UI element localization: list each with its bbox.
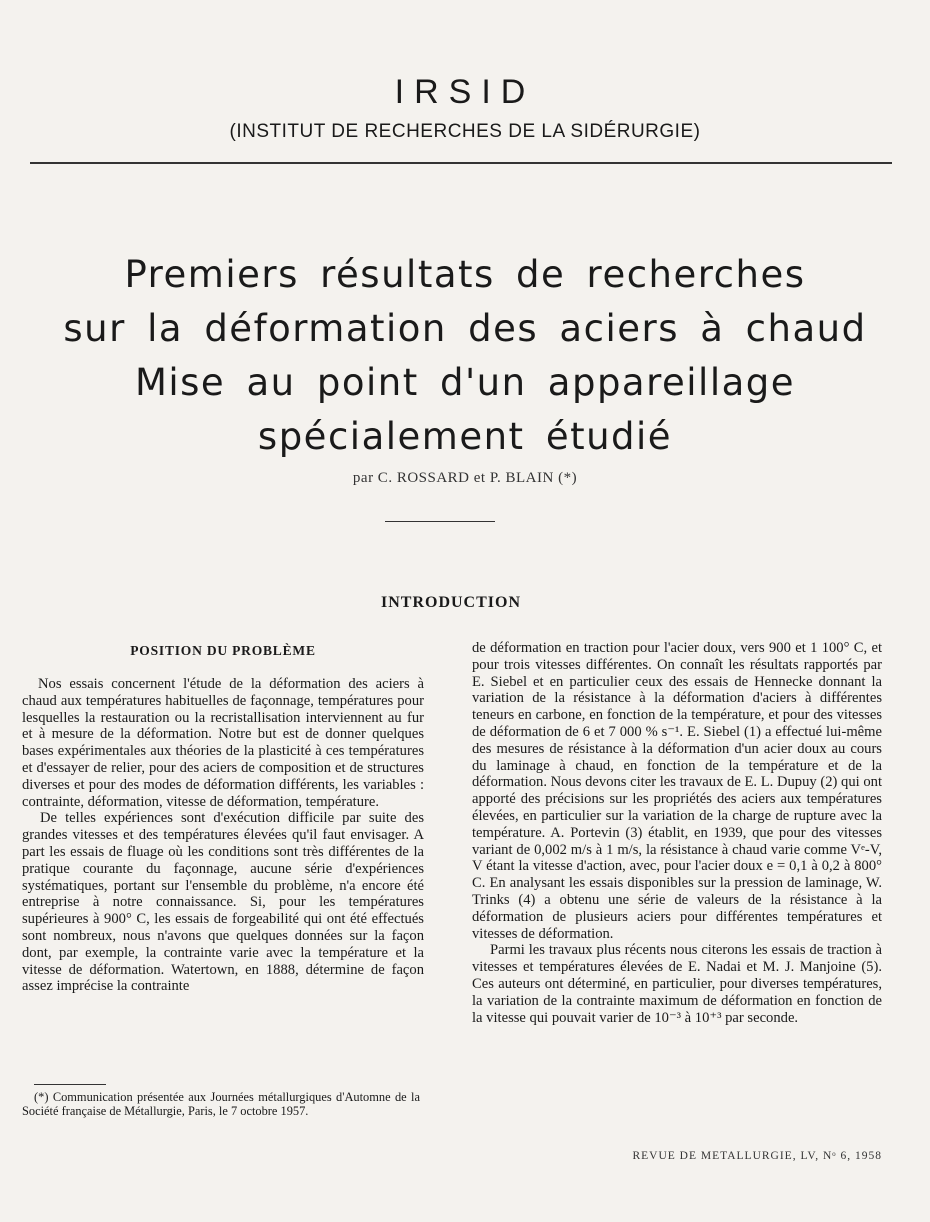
masthead: [0, 72, 930, 144]
paragraph: Parmi les travaux plus récents nous citerons les essais de traction à vitesses et températures élevées de E. Nadai et M. J. Manjoine (5). Ces auteurs ont déterminé, en particulier, pour diverses températures, la variation de la contrainte maximum de déformation en fonction de la vitesse qui pouvait varier de 10⁻³ à 10⁺³ par seconde.: [472, 942, 882, 1026]
footnote-divider: [34, 1084, 106, 1085]
running-footer: REVUE DE METALLURGIE, LV, Nᵒ 6, 1958: [632, 1150, 882, 1162]
article-title-line: spécialement étudié: [257, 415, 673, 458]
footnote: [22, 1090, 420, 1118]
paragraph: Nos essais concernent l'étude de la déformation des aciers à chaud aux températures habituelles de façonnage, températures pour lesquelles la restauration ou la recristallisation interviennent au fur et à mesure de la déformation. Notre but est de donner quelques bases expérimentales aux théories de la plasticité à ces températures et d'essayer de relier, pour des aciers de composition et de structures diverses et pour des modes de déformation différents, les variables : contrainte, déformation, vitesse de déformation, température.: [22, 676, 424, 810]
masthead-subtitle: (INSTITUT DE RECHERCHES DE LA SIDÉRURGIE): [229, 121, 701, 142]
title-divider: [385, 521, 495, 522]
paragraph: De telles expériences sont d'exécution difficile par suite des grandes vitesses et des températures élevées qu'il faut envisager. A part les essais de fluage où les conditions sont très différentes de la pratique courante du façonnage, aucune série d'expériences systématiques, portant sur l'ensemble du problème, n'a encore été entreprise à notre connaissance. Si, pour les températures supérieures à 900° C, les essais de forgeabilité qui ont été effectués sont nombreux, nous n'avons que quelques données sur la façon dont, par exemple, la contrainte varie avec la température et la vitesse de déformation. Watertown, en 1888, détermine de façon assez imprécise la contrainte: [22, 810, 424, 995]
paragraph: de déformation en traction pour l'acier doux, vers 900 et 1 100° C, et pour trois vitesses différentes. On connaît les résultats rapportés par E. Siebel et en particulier ceux des essais de Hennecke donnant la variation de la résistance à la déformation d'aciers à différentes teneurs en carbone, en fonction de la température, et pour des vitesses de déformation de 6 et 7 000 % s⁻¹. E. Siebel (1) a effectué lui-même des mesures de résistance à la déformation d'un acier doux au cours du laminage à chaud, en fonction de la température et de la déformation. Nous devons citer les travaux de E. L. Dupuy (2) qui ont apporté des précisions sur les propriétés des aciers aux températures élevées, en particulier sur la variation de la charge de rupture avec la température. A. Portevin (3) établit, en 1939, que pour des vitesses variant de 0,002 m/s à 1 m/s, la résistance à chaud varie comme Vᵉ-V, V étant la vitesse d'action, avec, pour l'acier doux e = 0,1 à 0,2 à 800° C. En analysant les essais disponibles sur la pression de laminage, W. Trinks (4) a obtenu une série de valeurs de la résistance à la déformation de plusieurs aciers pour différentes températures et vitesses de déformation.: [472, 640, 882, 942]
masthead-title: IRSID: [394, 73, 536, 111]
article-title-line: Premiers résultats de recherches: [124, 253, 806, 296]
article-title-line: Mise au point d'un appareillage: [134, 361, 796, 404]
footnote-text: (*) Communication présentée aux Journées métallurgiques d'Automne de la Société française de Métallurgie, Paris, le 7 octobre 1957.: [22, 1090, 420, 1118]
article-authors: par C. ROSSARD et P. BLAIN (*): [352, 470, 578, 486]
section-heading: INTRODUCTION: [380, 594, 521, 611]
right-column: [472, 640, 882, 1026]
article-title: [0, 248, 930, 464]
masthead-divider: [30, 162, 892, 164]
subsection-heading: POSITION DU PROBLÈME: [130, 643, 316, 658]
article-title-line: sur la déformation des aciers à chaud: [63, 307, 867, 350]
left-column: [22, 676, 424, 995]
